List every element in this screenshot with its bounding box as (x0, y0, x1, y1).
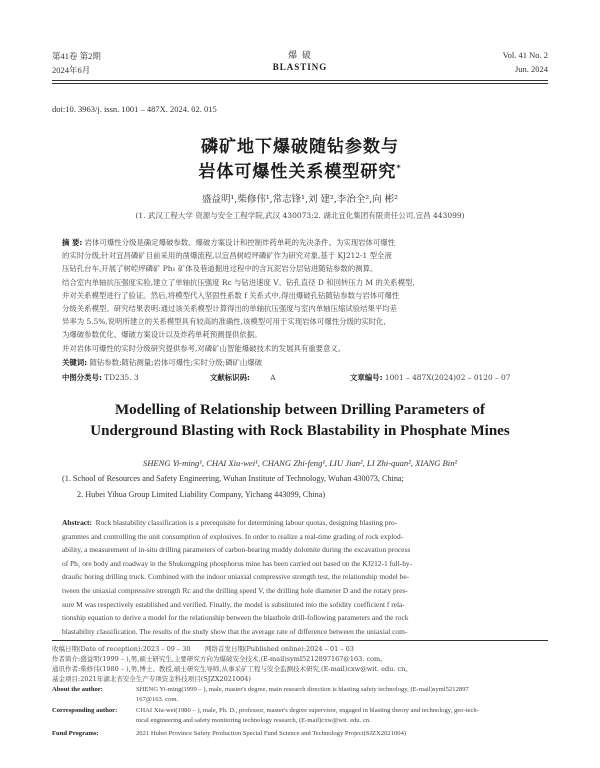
title-en-line2: Underground Blasting with Rock Blastability in Phosphate Mines (90, 423, 510, 439)
abstract-cn-label: 摘 要: (62, 238, 83, 247)
title-en-line1: Modelling of Relationship between Drilling Parameters of (115, 402, 485, 418)
affiliation-en-line2: 2. Hubei Yihua Group Limited Liability Company, Yichang 443099, China) (77, 490, 326, 499)
title-cn-line1: 磷矿地下爆破随钻参数与 (201, 137, 399, 157)
online-value: 2024 – 01 – 03 (306, 645, 354, 653)
authors-cn: 盛益明¹,柴修伟¹,常志锋¹,刘 建²,李治全²,向 彬² (202, 194, 398, 205)
abstract-cn-line: 岩体可爆性分级是确定爆破参数、爆破方案设计和控制炸药单耗的先决条件。为实现岩体可爆性 (84, 238, 396, 247)
about-author (52, 685, 548, 704)
received-label: 收稿日期(Date of reception): (52, 645, 143, 653)
about-author-line2: 167@163. com. (136, 695, 179, 703)
corr-cn-value: 柴修伟(1980 – ),男,博士、教授,硕士研究生导师,从事采矿工程与安全监测技术研究,(E-mail)cxw@wit. edu. cn。 (80, 665, 412, 673)
document-code-value: A (270, 373, 276, 382)
fund-cn-label: 基金项目: (52, 675, 81, 683)
abstract-cn-line: 并对岩体可爆性的实时分级研究提供参考,对磷矿山智能爆破技术的发展具有重要意义。 (62, 343, 346, 353)
author-cn-value: 盛益明(1999 – ),男,硕士研究生,主要研究方向为爆破安全技术,(E-mail)syml5212897167@163. com。 (80, 655, 387, 663)
abstract-cn-line: 分级关系模型。研究结果表明:通过该关系模型计算得出的单轴抗压强度与室内单轴压缩试验结果平均差 (62, 304, 398, 314)
corresponding-author-line1: CHAI Xiu-wei(1980 – ), male, Ph. D., professor, master's degree supervisor, engaged in blasting theory and technology, geo-tech- (136, 707, 479, 714)
abstract-en-line: tween the uniaxial compressive strength Rc and the drilling speed V, the drilling hole diameter D and the rotary pres- (62, 585, 408, 595)
journal-name-cn: 爆 破 (288, 51, 312, 61)
abstract-cn-line: 压钻孔台车,开展了树崆坪磷矿 Ph₁ 矿体及巷道掘进过程中的含瓦泥岩分层钻进随钻参数的测算。 (62, 264, 378, 274)
clc-number (62, 372, 139, 383)
affiliation-cn: (1. 武汉工程大学 资源与安全工程学院,武汉 430073;2. 湖北宜化集团有限责任公司,宜昌 443099) (135, 211, 465, 220)
article-number (350, 372, 510, 383)
fund-programs-label: Fund Programs: (52, 730, 99, 737)
abstract-en-line: ability, a measurement of in-situ drilling parameters of carbon-bearing muddy dolomite during the excavation process (62, 545, 411, 555)
affiliation-en-line1: (1. School of Resources and Safety Engineering, Wuhan Institute of Technology, Wuhan 430073, China; (62, 474, 404, 483)
abstract-cn-line: 并对关系模型进行了验证。然后,将模型代入坚固性系数 f 关系式中,得出爆破孔钻随钻参数与岩体可爆性 (62, 290, 400, 300)
title-cn-text: 岩体可爆性关系模型研究 (198, 162, 397, 182)
abstract-en-line: sure M was respectively established and verified. Finally, the model is substituted into the solidity coefficient f rela- (62, 599, 405, 609)
header-date-en: Jun. 2024 (514, 64, 548, 74)
reception-dates (52, 644, 548, 654)
clc-value: TD235. 3 (104, 373, 139, 382)
abstract-en-line: grammes and controlling the unit consumption of explosives. In order to realize a real-time grading of rock explod- (62, 531, 404, 541)
keywords-cn (62, 357, 262, 368)
header-volume: 第41卷 第2期 (52, 51, 101, 61)
corr-cn-label: 通讯作者: (52, 665, 81, 673)
footnotes-en (52, 685, 548, 740)
article-number-label: 文章编号: (350, 373, 383, 382)
fund-programs-value: 2021 Hubei Province Safety Production Special Fund Science and Technology Project(SJZX2021004) (136, 730, 407, 737)
corresponding-author-label: Corresponding author: (52, 707, 118, 714)
abstract-cn-line: 为爆破参数优化、爆破方案设计以及炸药单耗预测提供依据。 (62, 330, 262, 340)
corresponding-author (52, 706, 548, 727)
abstract-en-line: tionship equation to derive a model for the relationship between the blasthole drill-following parameters and the rock (62, 613, 409, 623)
abstract-en-line: draulic boring drilling truck. Combined with the indoor uniaxial compressive strength test, the relationship model be- (62, 572, 410, 582)
document-code (210, 372, 276, 383)
abstract-en-line: of Ph₁ ore body and roadway in the Shukongping phosphorus mine has been carried out based on the KJ212-1 full-hy- (62, 558, 413, 568)
abstract-cn-line: 结合室内单轴抗压强度实验,建立了单轴抗压强度 Rc 与钻进速度 V、钻孔直径 D 和回转压力 M 的关系模型, (62, 277, 415, 287)
abstract-en-line: blastability classification. The results of the study show that the average rate of difference between the uniaxial com- (62, 626, 408, 636)
clc-label: 中图分类号: (62, 373, 102, 382)
authors-en: SHENG Yi-ming¹, CHAI Xiu-wei¹, CHANG Zhi-feng¹, LIU Jian², LI Zhi-quan², XIANG Bin² (142, 458, 458, 468)
doi: doi:10. 3963/j. issn. 1001 – 487X. 2024. 02. 015 (52, 104, 217, 114)
title-footnote-mark: * (396, 163, 402, 173)
abstract-cn (62, 236, 540, 355)
keywords-cn-value: 随钻参数;随钻测量;岩体可爆性;实时分级;磷矿山爆破 (89, 358, 263, 367)
author-cn-label: 作者简介: (52, 655, 81, 663)
about-author-line1: SHENG Yi-ming(1999 – ), male, master's degree, main research direction is blasting safety technology, (E-mail)syml5212897 (136, 686, 469, 693)
header-rule-thin (52, 83, 548, 84)
abstract-en (62, 516, 540, 638)
header-date: 2024年6月 (52, 65, 91, 75)
online-label: 网络首发日期(Published online): (204, 645, 307, 653)
footnote-rule (52, 640, 548, 641)
fund-cn-value: 2021年湖北省安全生产专项资金科技项目(SJZX2021004) (80, 675, 251, 683)
fund-programs (52, 729, 548, 740)
header-rule (52, 80, 548, 81)
keywords-cn-label: 关键词: (62, 358, 88, 367)
author-info-cn (52, 654, 548, 664)
title-cn-line2 (0, 157, 600, 182)
abstract-cn-line: 异率为 5.5%,说明所建立的关系模型具有较高的准确性,该模型可用于实现岩体可爆性分级的实时化, (62, 317, 386, 327)
header-volume-en: Vol. 41 No. 2 (502, 50, 548, 60)
abstract-cn-line: 的实时分级,针对宜昌磷矿目前采用的凿爆流程,以宜昌树崆坪磷矿作为研究对象,基于 KJ212-1 型全液 (62, 251, 392, 261)
journal-name-en: BLASTING (272, 62, 328, 72)
footnotes (52, 644, 548, 684)
corresponding-author-line2: nical engineering and safety monitoring technology research, (E-mail)cxw@wit. edu. cn. (136, 716, 371, 724)
abstract-en-label: Abstract: (62, 518, 92, 527)
about-author-label: About the author: (52, 686, 103, 693)
fund-cn (52, 674, 548, 684)
document-code-label: 文献标识码: (210, 373, 250, 382)
article-number-value: 1001 – 487X(2024)02 – 0120 – 07 (384, 373, 511, 382)
corresponding-author-cn (52, 664, 548, 674)
received-value: 2023 – 09 – 30 (142, 645, 191, 653)
abstract-en-line: Rock blastability classification is a prerequisite for determining labour quotas, designing blasting pro- (95, 518, 398, 527)
